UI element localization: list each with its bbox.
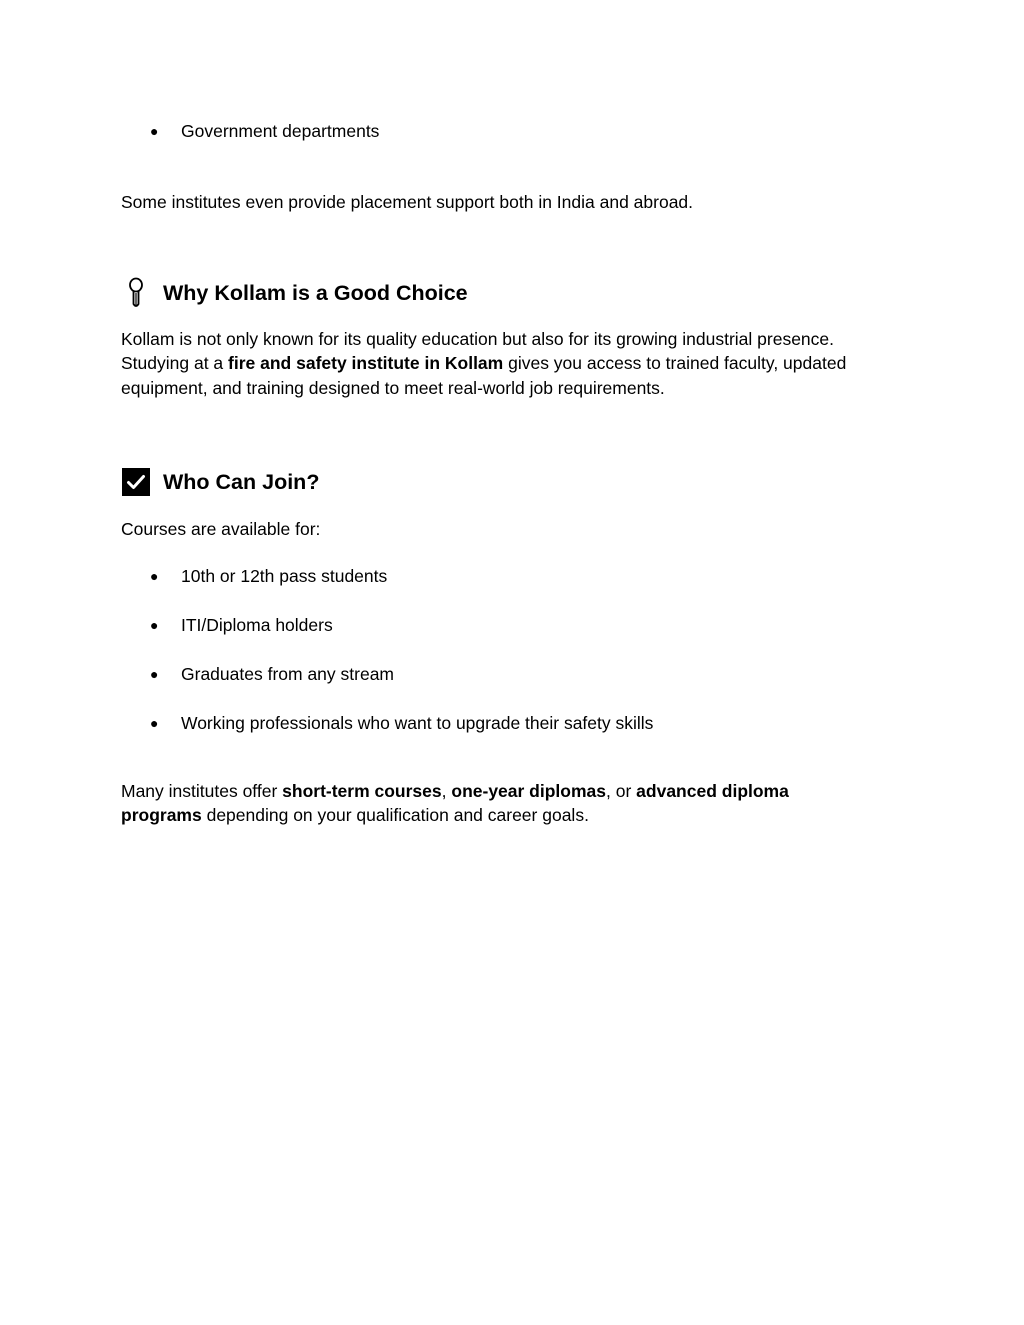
list-item — [150, 565, 387, 587]
section-heading-kollam — [121, 276, 468, 310]
section-title: Why Kollam is a Good Choice — [163, 280, 468, 305]
kollam-paragraph — [121, 327, 901, 400]
list-item-text: Government departments — [181, 121, 380, 141]
paragraph-bold-text: fire and safety institute in Kollam — [228, 353, 504, 374]
pushpin-icon — [121, 276, 151, 310]
paragraph-text: gives you access to trained faculty, updated equipment, and training designed to meet real-world job requirements. — [121, 353, 847, 398]
paragraph-text: , or — [606, 781, 637, 801]
placement-paragraph: Some institutes even provide placement support both in India and abroad. — [121, 192, 694, 212]
paragraph-bold-text: short-term courses — [282, 781, 442, 801]
list-item-text: 10th or 12th pass students — [181, 566, 388, 586]
list-item — [150, 120, 379, 142]
paragraph-text: Kollam is not only known for its quality education but also for its growing industrial presence. Studying at a — [121, 329, 835, 374]
bullet-icon: ● — [150, 617, 159, 633]
bullet-icon: ● — [150, 666, 159, 682]
list-item — [150, 663, 394, 685]
section-heading-join — [121, 465, 319, 499]
paragraph-text: depending on your qualification and career goals. — [201, 805, 589, 826]
join-intro: Courses are available for: — [121, 519, 321, 539]
list-item — [150, 614, 333, 636]
list-item — [150, 712, 653, 734]
paragraph-text: Many institutes offer — [121, 781, 283, 801]
bullet-icon: ● — [150, 568, 159, 584]
bullet-icon: ● — [150, 123, 159, 139]
paragraph-text: , — [441, 781, 452, 801]
paragraph-bold-text: advanced diploma programs — [121, 781, 789, 826]
paragraph-bold-text: one-year diplomas — [451, 781, 607, 801]
bullet-icon: ● — [150, 715, 159, 731]
list-item-text: Graduates from any stream — [181, 664, 394, 684]
list-item-text: Working professionals who want to upgrade their safety skills — [181, 713, 654, 733]
closing-paragraph — [121, 779, 841, 828]
check-box-icon — [121, 465, 151, 499]
list-item-text: ITI/Diploma holders — [181, 615, 333, 635]
section-title: Who Can Join? — [163, 469, 320, 494]
